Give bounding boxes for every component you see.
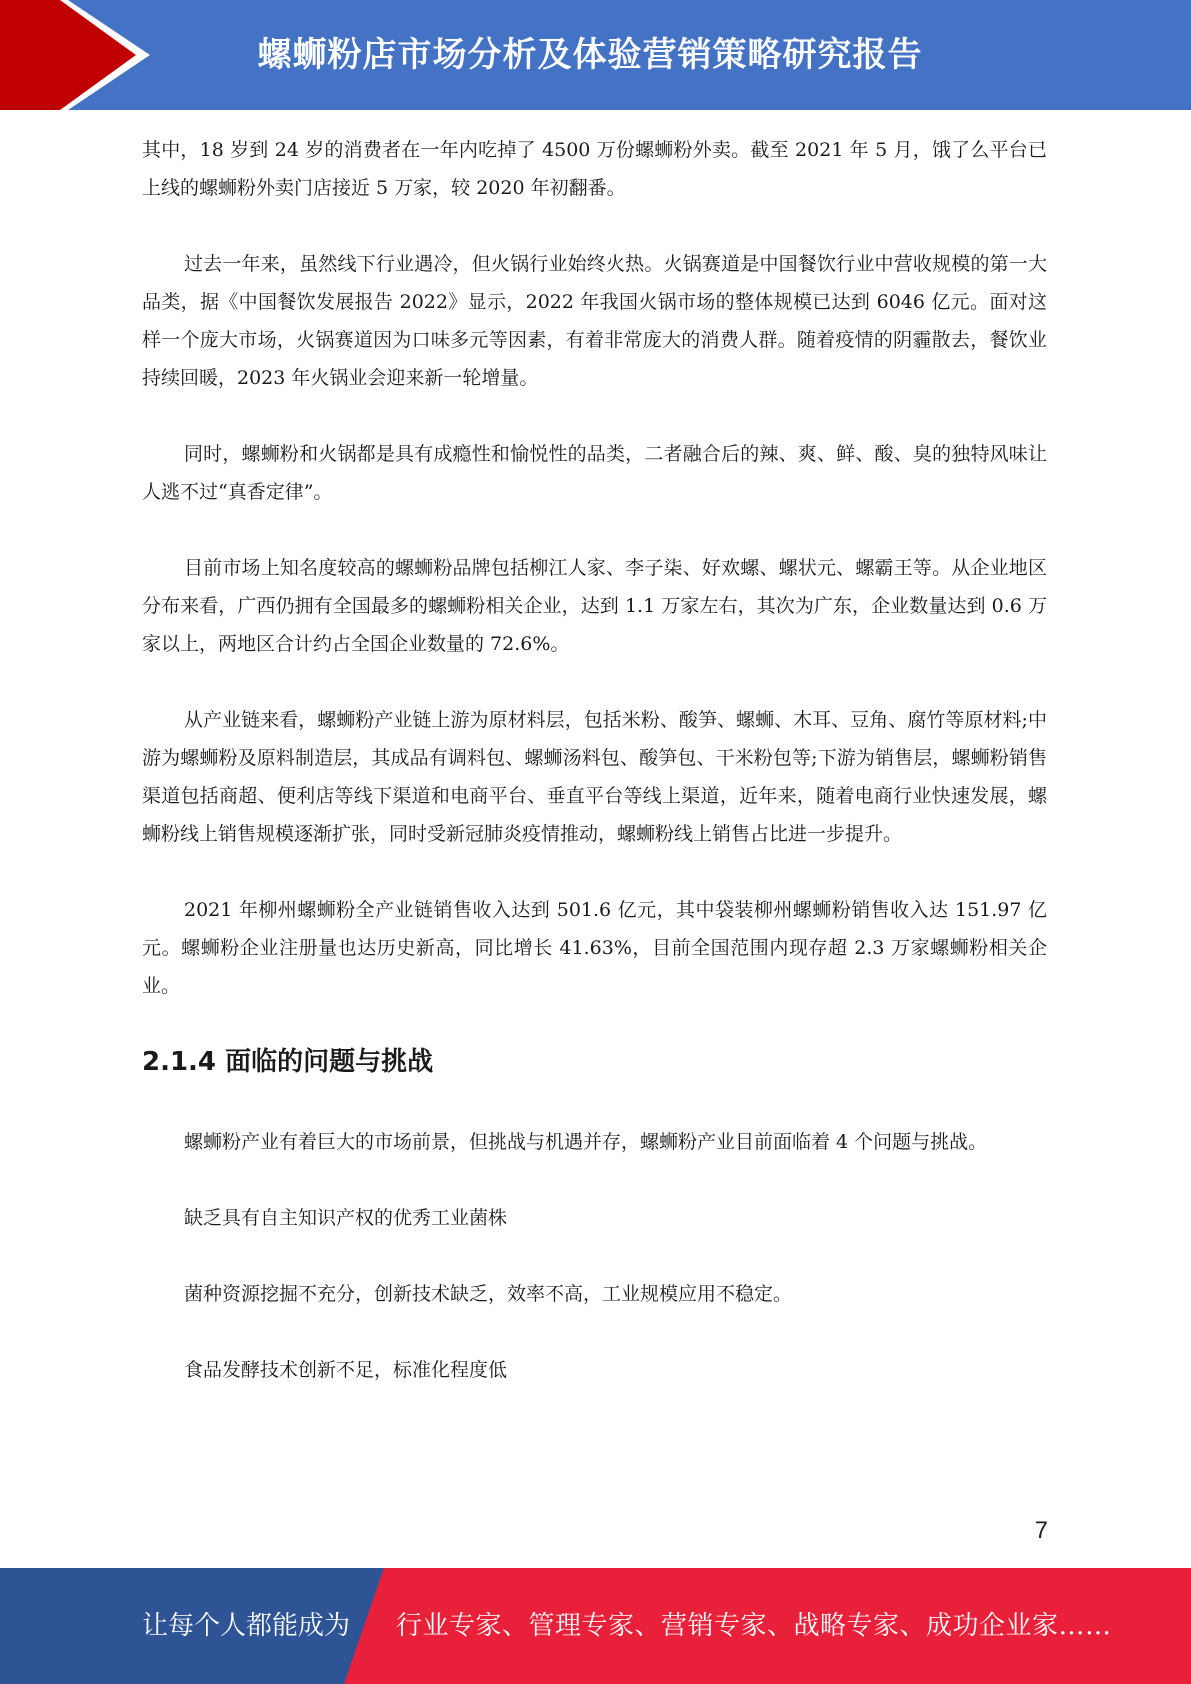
paragraph: 过去一年来，虽然线下行业遇冷，但火锅行业始终火热。火锅赛道是中国餐饮行业中营收规模的第一大品类，据《中国餐饮发展报告 2022》显示，2022 年我国火锅市场的整体规模已达到 6046 亿元。面对这样一个庞大市场，火锅赛道因为口味多元等因素，有着非常庞大的消费人群。随着疫情的阴霾散去，餐饮业持续回暖，2023 年火锅业会迎来新一轮增量。 [142,253,1047,389]
document-body [142,131,1047,1427]
paragraph: 2021 年柳州螺蛳粉全产业链销售收入达到 501.6 亿元，其中袋装柳州螺蛳粉销售收入达 151.97 亿元。螺蛳粉企业注册量也达历史新高，同比增长 41.63%，目前全国范围内现存超 2.3 万家螺蛳粉相关企业。 [142,899,1047,997]
paragraph: 目前市场上知名度较高的螺蛳粉品牌包括柳江人家、李子柒、好欢螺、螺状元、螺霸王等。从企业地区分布来看，广西仍拥有全国最多的螺蛳粉相关企业，达到 1.1 万家左右，其次为广东，企业数量达到 0.6 万家以上，两地区合计约占全国企业数量的 72.6%。 [142,557,1047,655]
page-footer [0,1568,1191,1684]
footer-slogan-right: 行业专家、管理专家、营销专家、战略专家、成功企业家…… [396,1611,1112,1641]
challenge-item: 菌种资源挖掘不充分，创新技术缺乏，效率不高，工业规模应用不稳定。 [184,1283,793,1305]
page-header [0,0,1191,110]
challenge-item: 缺乏具有自主知识产权的优秀工业菌株 [184,1207,508,1229]
paragraph: 其中，18 岁到 24 岁的消费者在一年内吃掉了 4500 万份螺蛳粉外卖。截至 2021 年 5 月，饿了么平台已上线的螺蛳粉外卖门店接近 5 万家，较 2020 年初翻番。 [142,139,1047,199]
section-intro: 螺蛳粉产业有着巨大的市场前景，但挑战与机遇并存，螺蛳粉产业目前面临着 4 个问题与挑战。 [184,1131,988,1153]
report-title: 螺蛳粉店市场分析及体验营销策略研究报告 [257,35,923,75]
page-number: 7 [1034,1517,1048,1544]
section-heading: 2.1.4 面临的问题与挑战 [142,1047,434,1077]
paragraph: 从产业链来看，螺蛳粉产业链上游为原材料层，包括米粉、酸笋、螺蛳、木耳、豆角、腐竹等原材料;中游为螺蛳粉及原料制造层，其成品有调料包、螺蛳汤料包、酸笋包、干米粉包等;下游为销售层，螺蛳粉销售渠道包括商超、便利店等线下渠道和电商平台、垂直平台等线上渠道，近年来，随着电商行业快速发展，螺蛳粉线上销售规模逐渐扩张，同时受新冠肺炎疫情推动，螺蛳粉线上销售占比进一步提升。 [142,709,1047,845]
challenge-item: 食品发酵技术创新不足，标准化程度低 [184,1359,508,1381]
paragraph: 同时，螺蛳粉和火锅都是具有成瘾性和愉悦性的品类，二者融合后的辣、爽、鲜、酸、臭的独特风味让人逃不过“真香定律”。 [142,443,1047,503]
footer-slogan-left: 让每个人都能成为 [142,1611,351,1641]
